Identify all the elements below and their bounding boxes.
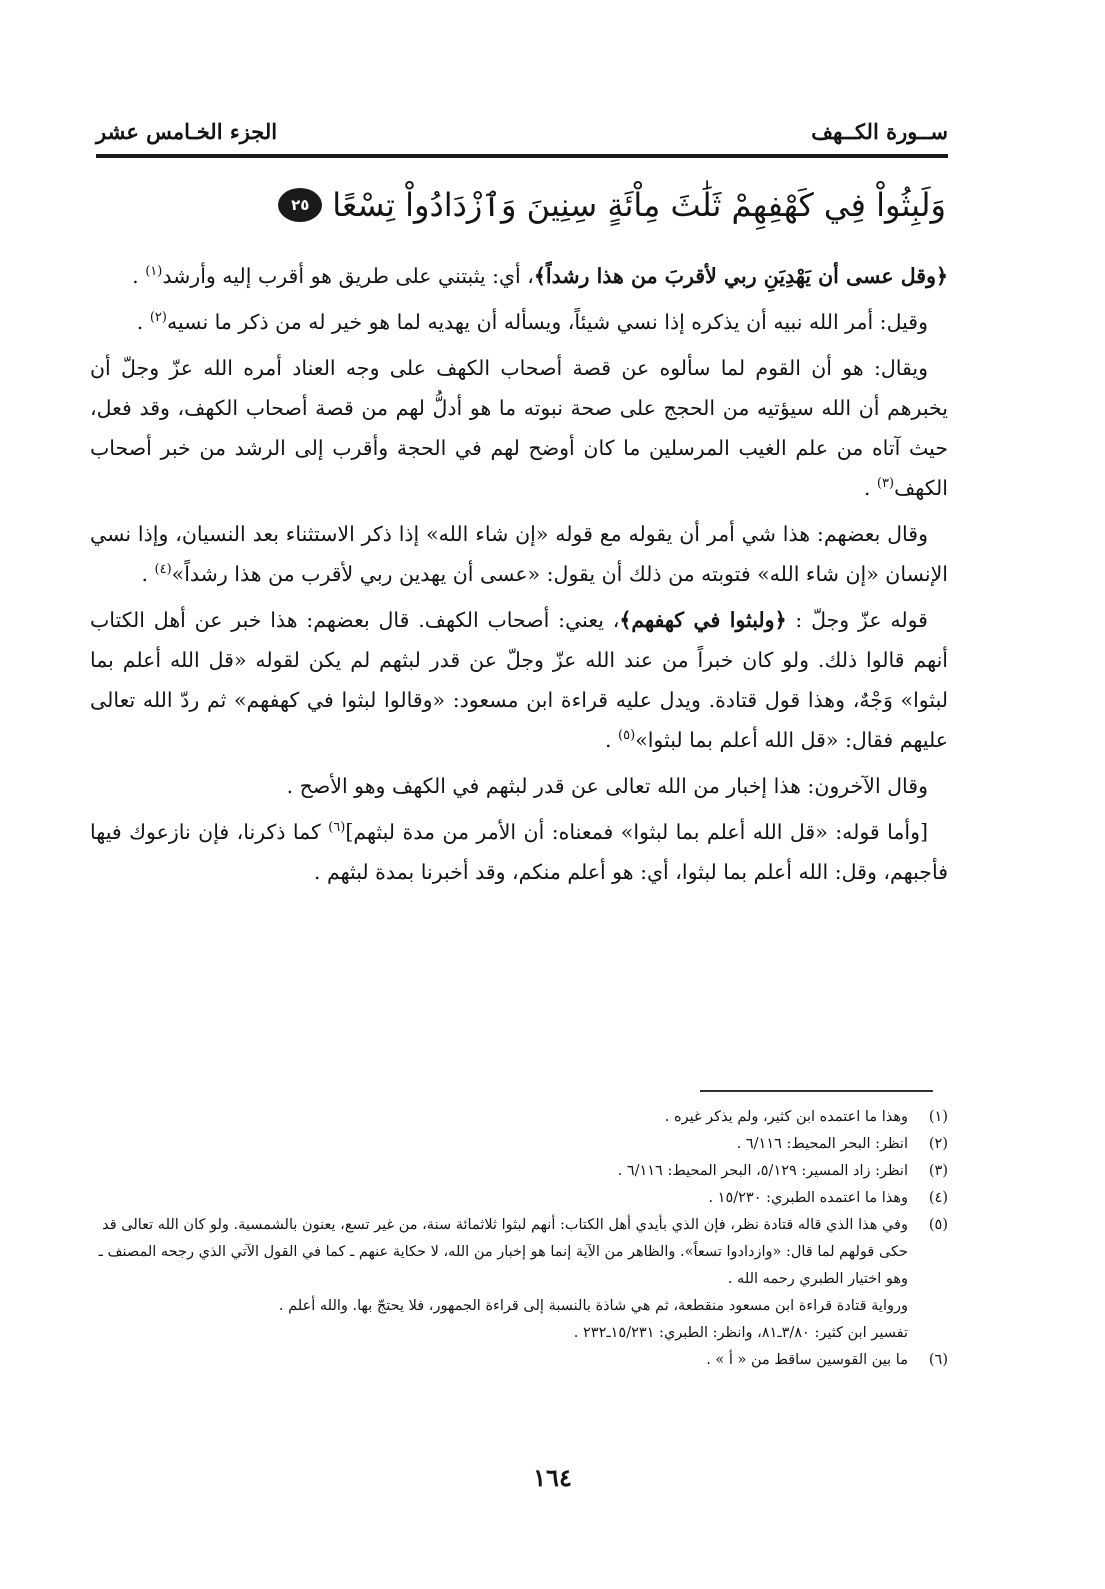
footnote-text: انظر: البحر المحيط: ٦/١١٦ . bbox=[736, 1136, 908, 1152]
paragraph-end: . bbox=[141, 562, 155, 586]
footnote-continuation bbox=[96, 1320, 948, 1347]
paragraph-text: وقيل: أمر الله نبيه أن يذكره إذا نسي شيئاً، ويسأله أن يهديه لما هو خير له من ذكر ما نسيه bbox=[166, 310, 928, 334]
paragraph bbox=[90, 812, 948, 892]
footnote bbox=[96, 1212, 948, 1293]
ayah-number: ٢٥ bbox=[291, 196, 310, 214]
paragraph-text: ، يعني: أصحاب الكهف. قال بعضهم: هذا خبر عن أهل الكتاب أنهم قالوا ذلك. ولو كان خبراً من عند الله عزّ وجلّ عن قدر لبثهم لم يكن لقوله «قل الله أعلم بما لبثوا» وَجْهٌ، وهذا قول قتادة. ويدل عليه قراءة ابن مسعود: «وقالوا لبثوا في كهفهم» ثم ردّ الله تعالى عليهم فقال: «قل الله أعلم بما لبثوا» bbox=[90, 608, 948, 752]
footnote-ref: (٣) bbox=[876, 476, 895, 492]
verse-text: وَلَبِثُواْ فِي كَهْفِهِمْ ثَلَٰثَ مِاْئَةٍ سِنِينَ وَٱزْدَادُواْ تِسْعًا bbox=[332, 186, 946, 224]
quran-verse bbox=[150, 170, 946, 240]
paragraph-end: . bbox=[132, 264, 146, 288]
footnote bbox=[96, 1158, 948, 1185]
paragraph-end: . bbox=[605, 728, 619, 752]
footnote-text: وهذا ما اعتمده ابن كثير، ولم يذكر غيره . bbox=[664, 1109, 908, 1125]
footnote-text: وفي هذا الذي قاله قتادة نظر، فإن الذي بأيدي أهل الكتاب: أنهم لبثوا ثلاثمائة سنة، من غير تسع، يعنون بالشمسية. ولو كان الله تعالى قد حكى قولهم لما قال: «وازدادوا تسعاً». والظاهر من الآية إنما هو إخبار من الله، لا حكاية عنهم ـ كما في القول الآتي الذي رجحه المصنف ـ وهو اختيار الطبري رحمه الله . bbox=[98, 1217, 908, 1287]
footnote-text: ورواية قتادة قراءة ابن مسعود منقطعة، ثم هي شاذة بالنسبة إلى قراءة الجمهور، فلا يحتجّ بها. والله أعلم . bbox=[278, 1298, 908, 1314]
quran-quote: ﴿ولبثوا في كهفهم﴾ bbox=[619, 608, 787, 632]
paragraph-end: . bbox=[136, 310, 150, 334]
header-rule bbox=[96, 154, 948, 158]
juz-title: الجزء الخـامس عشر bbox=[96, 119, 278, 144]
footnote-ref: (٦) bbox=[328, 820, 346, 836]
footnote-ref: (٤) bbox=[154, 562, 172, 578]
footnote bbox=[96, 1347, 948, 1374]
footnote-text: ما بين القوسين ساقط من « أ » . bbox=[706, 1352, 908, 1368]
footnote-number: (١) bbox=[928, 1109, 948, 1125]
quran-quote: ﴿وقل عسى أن يَهْدِيَنِ ربي لأقربَ من هذا رشداً﴾ bbox=[533, 264, 948, 288]
paragraph-text: وقال بعضهم: هذا شي أمر أن يقوله مع قوله «إن شاء الله» إذا ذكر الاستثناء بعد النسيان، وإذا نسي الإنسان «إن شاء الله» فتوبته من ذلك أن يقول: «عسى أن يهدين ربي لأقرب من هذا رشداً» bbox=[90, 522, 948, 586]
footnote-ref: (٢) bbox=[149, 310, 167, 326]
footnote-text: وهذا ما اعتمده الطبري: ١٥/٢٣٠ . bbox=[708, 1190, 908, 1206]
paragraph-end: . bbox=[863, 476, 877, 500]
ayah-number-marker bbox=[278, 188, 322, 222]
paragraph bbox=[90, 766, 948, 806]
paragraph bbox=[90, 302, 948, 342]
paragraph-end: كما ذكرنا، فإن نازعوك فيها فأجبهم، وقل: الله أعلم بما لبثوا، أي: هو أعلم منكم، وقد أخبرنا بمدة لبثهم . bbox=[90, 820, 948, 884]
footnotes bbox=[96, 1104, 948, 1374]
footnote-ref: (١) bbox=[145, 264, 163, 280]
surah-title: ســورة الكــهف bbox=[811, 119, 948, 144]
footnote-number: (٥) bbox=[928, 1217, 948, 1233]
footnote-number: (٣) bbox=[928, 1163, 948, 1179]
footnote-text: انظر: زاد المسير: ٥/١٢٩، البحر المحيط: ٦/١١٦ . bbox=[617, 1163, 908, 1179]
paragraph-lead: قوله عزّ وجلّ : bbox=[786, 608, 928, 632]
footnote-number: (٢) bbox=[928, 1136, 948, 1152]
paragraph bbox=[90, 600, 948, 760]
paragraph bbox=[90, 514, 948, 594]
paragraph bbox=[90, 348, 948, 508]
paragraph bbox=[90, 256, 948, 296]
paragraph-text: ويقال: هو أن القوم لما سألوه عن قصة أصحاب الكهف على وجه العناد أمره الله عزّ وجلّ أن يخبرهم أن الله سيؤتيه من الحجج على صحة نبوته ما هو أدلُّ لهم من قصة أصحاب الكهف، وقد فعل، حيث آتاه من علم الغيب المرسلين ما كان أوضح لهم في الحجة وأقرب إلى الرشد من خبر أصحاب الكهف bbox=[90, 356, 948, 500]
running-header bbox=[96, 104, 948, 144]
page-number: ١٦٤ bbox=[533, 1463, 572, 1492]
footnote-separator bbox=[700, 1090, 933, 1092]
footnote-number: (٤) bbox=[928, 1190, 948, 1206]
footnote-text: تفسير ابن كثير: ٣/٨٠ـ٨١، وانظر: الطبري: ١٥/٢٣١ـ٢٣٢ . bbox=[573, 1325, 908, 1341]
footnote bbox=[96, 1185, 948, 1212]
paragraph-text: ، أي: يثبتني على طريق هو أقرب إليه وأرشد bbox=[162, 264, 534, 288]
paragraph-text: وقال الآخرون: هذا إخبار من الله تعالى عن قدر لبثهم في الكهف وهو الأصح . bbox=[286, 774, 928, 798]
footnote bbox=[96, 1131, 948, 1158]
paragraph-text: [وأما قوله: «قل الله أعلم بما لبثوا» فمعناه: أن الأمر من مدة لبثهم] bbox=[345, 820, 928, 844]
footnote-ref: (٥) bbox=[618, 728, 636, 744]
footnote-continuation bbox=[96, 1293, 948, 1320]
footnote bbox=[96, 1104, 948, 1131]
commentary-body bbox=[90, 256, 948, 898]
footnote-number: (٦) bbox=[928, 1352, 948, 1368]
